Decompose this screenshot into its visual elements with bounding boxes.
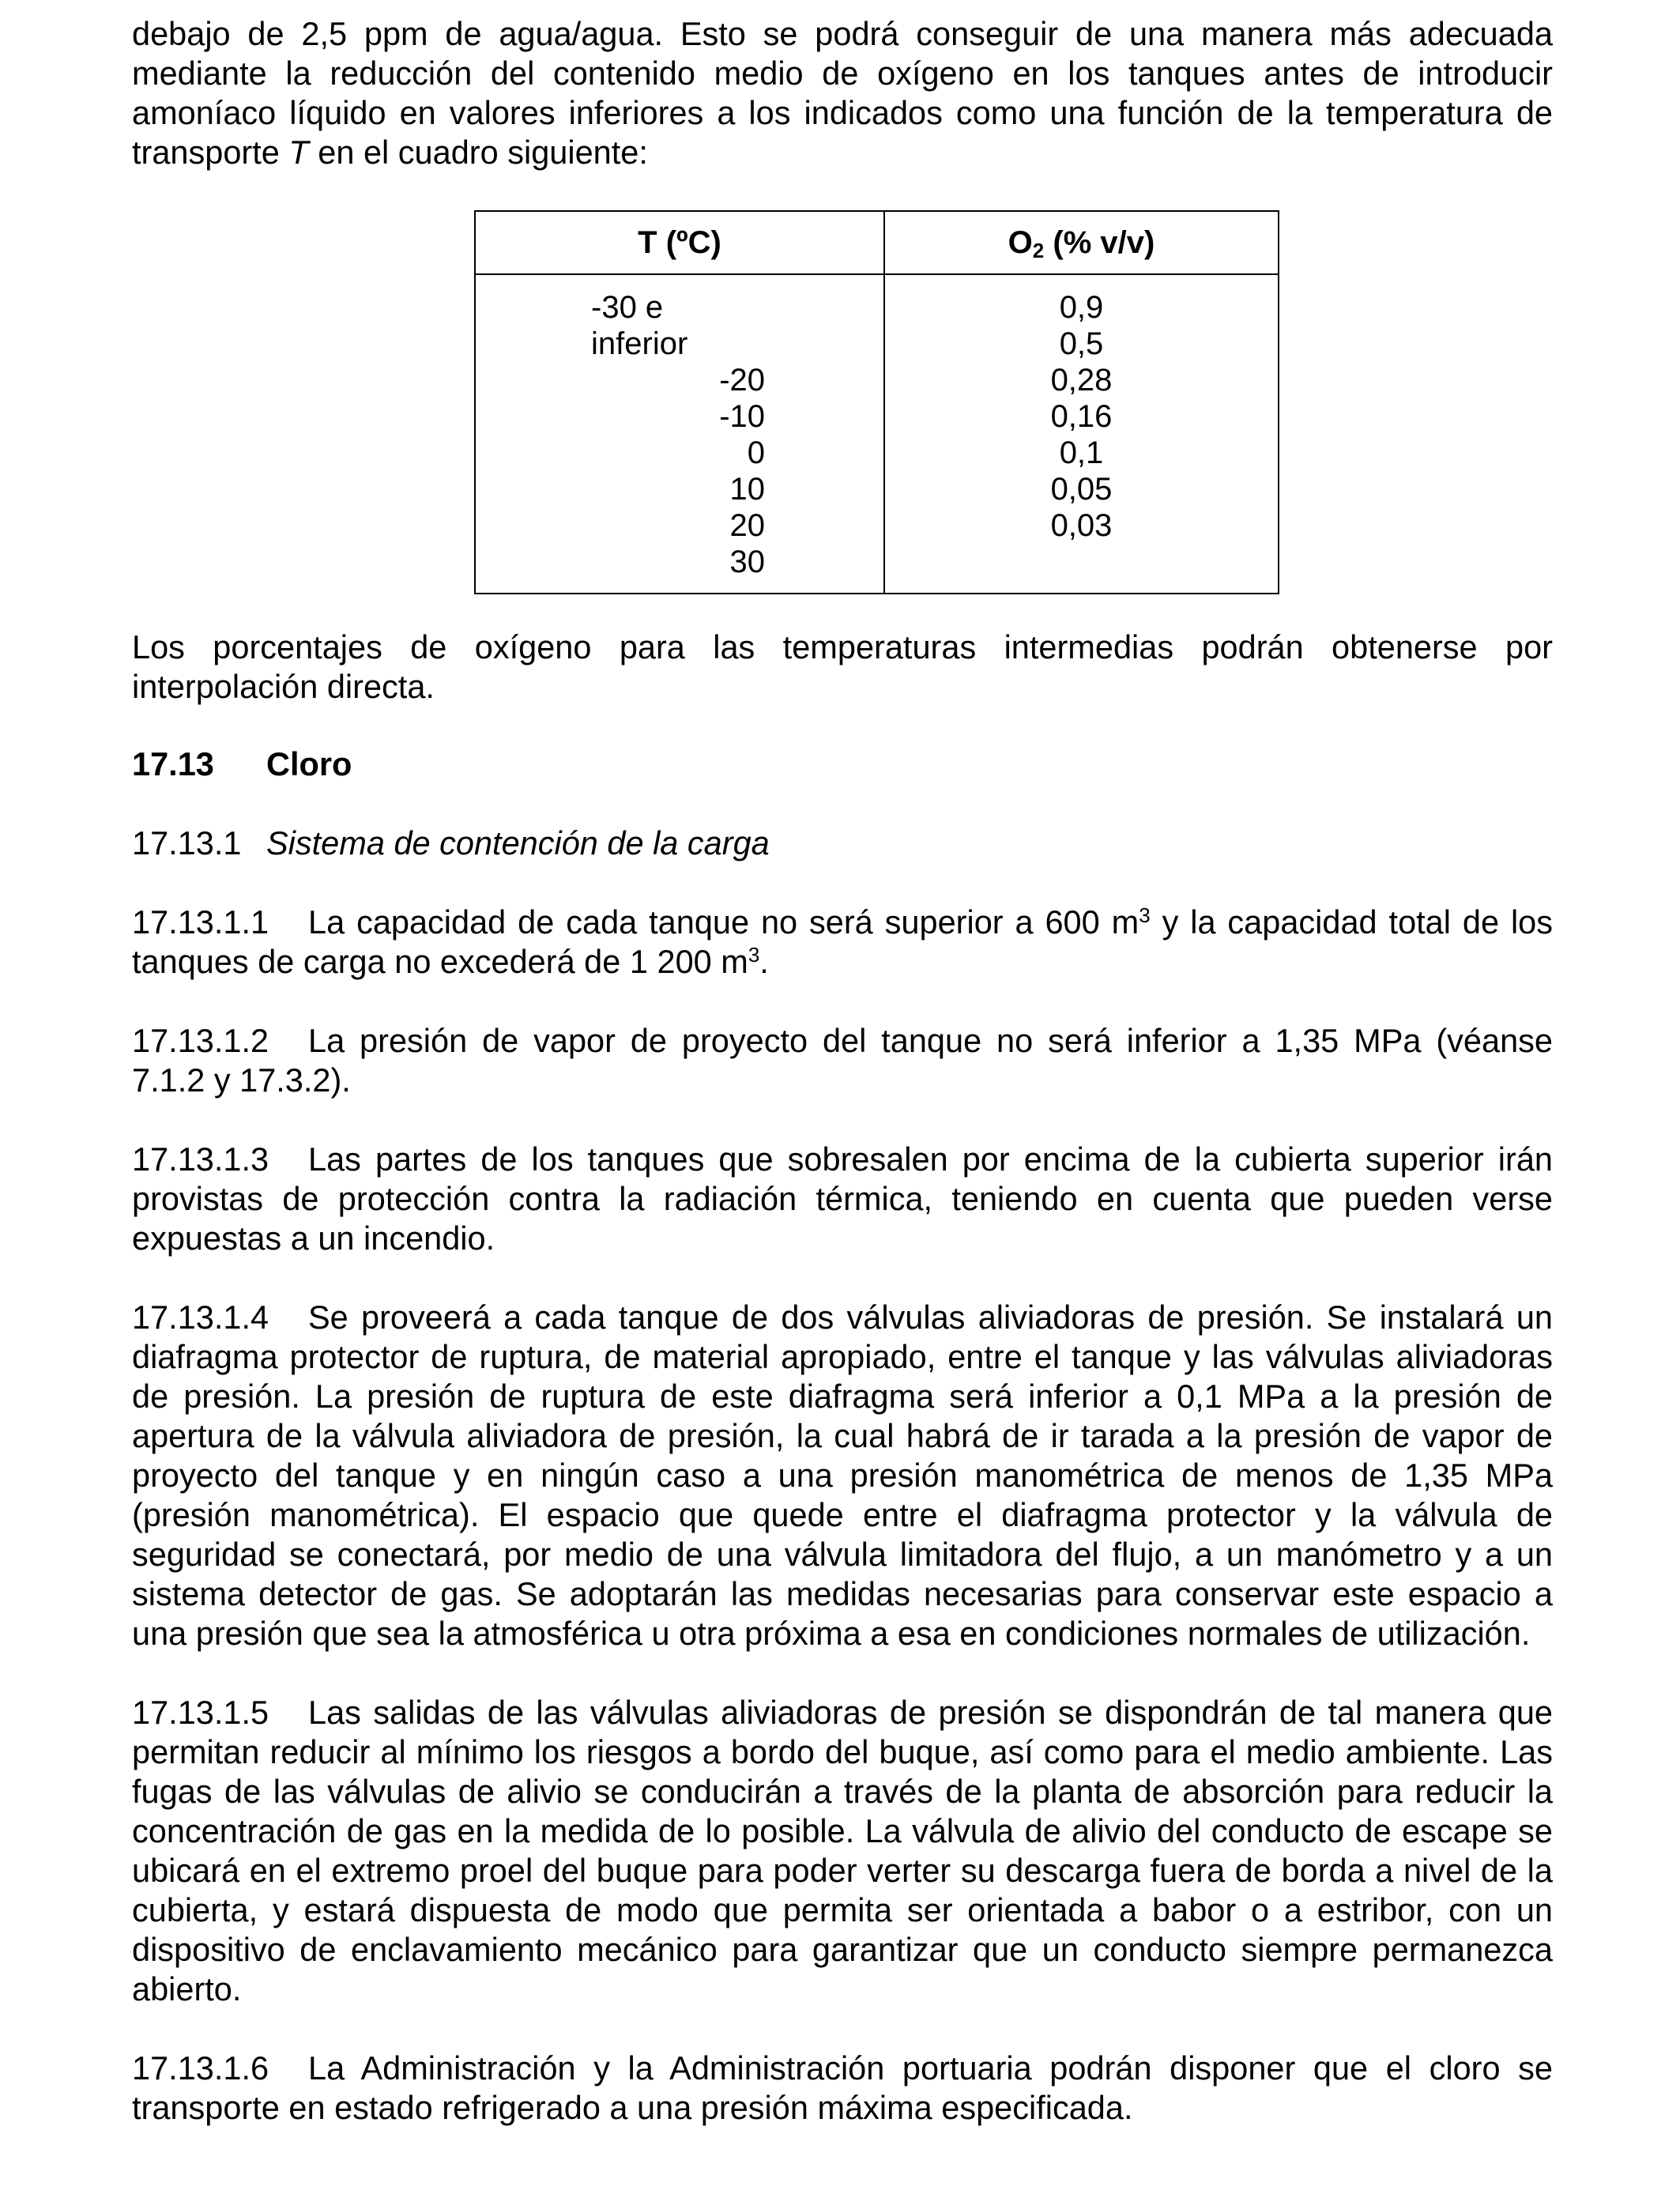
intro-text: debajo de 2,5 ppm de agua/agua. Esto se podrá conseguir de una manera más adecuada mediante la reducción del contenido medio de oxígeno en los tanques antes de introducir amoníaco líquido en valores inferiores a los indicados como una función de la temperatura de transporte [132,15,1553,171]
paragraph-17-13-1-3 [132,1140,1553,1258]
subsection-title: Sistema de contención de la carga [266,824,770,861]
header-oxygen-suffix: (% v/v) [1044,225,1155,260]
oxygen-cell: 0,03 [1050,508,1113,543]
header-oxygen-prefix: O [1008,225,1033,260]
paragraph-number: 17.13.1.4 [132,1299,269,1336]
header-oxygen [884,211,1279,274]
section-title: Cloro [266,745,352,782]
paragraph-17-13-1-5 [132,1693,1553,2009]
paragraph-text: y la capacidad total de los tanques de carga no excederá de 1 200 m [132,903,1553,980]
temperature-column [475,274,884,594]
temperature-cell: 20 [729,508,765,543]
paragraph-text: Las partes de los tanques que sobresalen por encima de la cubierta superior irán provistas de protección contra la radiación térmica, teniendo en cuenta que pueden verse expuestas a un incendio. [132,1140,1553,1257]
table-header-row [475,211,1279,274]
oxygen-table [474,210,1279,594]
oxygen-column [884,274,1279,594]
paragraph-text: La Administración y la Administración portuaria podrán disponer que el cloro se transporte en estado refrigerado a una presión máxima especificada. [132,2049,1553,2126]
oxygen-table-wrapper [474,210,1279,594]
paragraph-17-13-1-6 [132,2049,1553,2128]
intro-variable: T [288,134,309,171]
superscript: 3 [1139,903,1151,927]
subsection-number: 17.13.1 [132,824,242,861]
temperature-cell: -10 [719,399,765,434]
temperature-cell: -20 [719,363,765,398]
intro-paragraph [132,14,1553,172]
paragraph-17-13-1-2 [132,1021,1553,1100]
paragraph-text: La presión de vapor de proyecto del tanque no será inferior a 1,35 MPa (véanse 7.1.2 y 17.3.2). [132,1022,1553,1099]
paragraph-number: 17.13.1.2 [132,1022,269,1059]
paragraph-number: 17.13.1.3 [132,1140,269,1178]
oxygen-cell: 0,05 [1050,472,1113,507]
paragraph-text: La capacidad de cada tanque no será superior a 600 m [308,903,1139,941]
paragraph-text: Se proveerá a cada tanque de dos válvulas aliviadoras de presión. Se instalará un diafragma protector de ruptura, de material apropiado, entre el tanque y las válvulas aliviadoras de presión. La presión de ruptura de este diafragma será inferior a 0,1 MPa a la presión de apertura de la válvula aliviadora de presión, la cual habrá de ir tarada a la presión de vapor de proyecto del tanque y en ningún caso a una presión manométrica de menos de 1,35 MPa (presión manométrica). El espacio que quede entre el diafragma protector y la válvula de seguridad se conectará, por medio de una válvula limitadora del flujo, a un manómetro y a un sistema detector de gas. Se adoptarán las medidas necesarias para conservar este espacio a una presión que sea la atmosférica u otra próxima a esa en condiciones normales de utilización. [132,1299,1553,1652]
header-oxygen-subscript: 2 [1032,239,1045,262]
paragraph-text: Las salidas de las válvulas aliviadoras de presión se dispondrán de tal manera que permitan reducir al mínimo los riesgos a bordo del buque, así como para el medio ambiente. Las fugas de las válvulas de alivio se conducirán a través de la planta de absorción para reducir la concentración de gas en la medida de lo posible. La válvula de alivio del conducto de escape se ubicará en el extremo proel del buque para poder verter su descarga fuera de borda a nivel de la cubierta, y estará dispuesta de modo que permita ser orientada a babor o a estribor, con un dispositivo de enclavamiento mecánico para garantizar que un conducto siempre permanezca abierto. [132,1694,1553,2007]
superscript: 3 [748,943,760,967]
oxygen-cell: 0,5 [1059,326,1104,361]
header-temperature: T (ºC) [475,211,884,274]
paragraph-number: 17.13.1.6 [132,2049,269,2087]
oxygen-cell: 0,9 [1059,290,1104,325]
table-body-row [475,274,1279,594]
intro-text-end: en el cuadro siguiente: [308,134,648,171]
paragraph-text: . [759,943,769,980]
oxygen-list [885,289,1278,544]
section-number: 17.13 [132,745,214,782]
interpolation-paragraph: Los porcentajes de oxígeno para las temperaturas intermedias podrán obtenerse por interpolación directa. [132,628,1553,705]
temperature-cell: -30 e inferior [591,290,688,361]
paragraph-17-13-1-4 [132,1298,1553,1653]
temperature-cell: 10 [729,472,765,507]
paragraph-number: 17.13.1.5 [132,1694,269,1731]
oxygen-cell: 0,28 [1050,363,1113,398]
subsection-heading [132,824,1553,863]
oxygen-cell: 0,1 [1059,435,1104,470]
section-heading [132,745,1553,784]
temperature-list [476,289,883,580]
document-page [132,14,1553,2128]
temperature-cell: 30 [729,545,765,579]
temperature-cell: 0 [747,435,765,470]
oxygen-cell: 0,16 [1050,399,1113,434]
paragraph-number: 17.13.1.1 [132,903,269,941]
paragraph-17-13-1-1 [132,903,1553,982]
